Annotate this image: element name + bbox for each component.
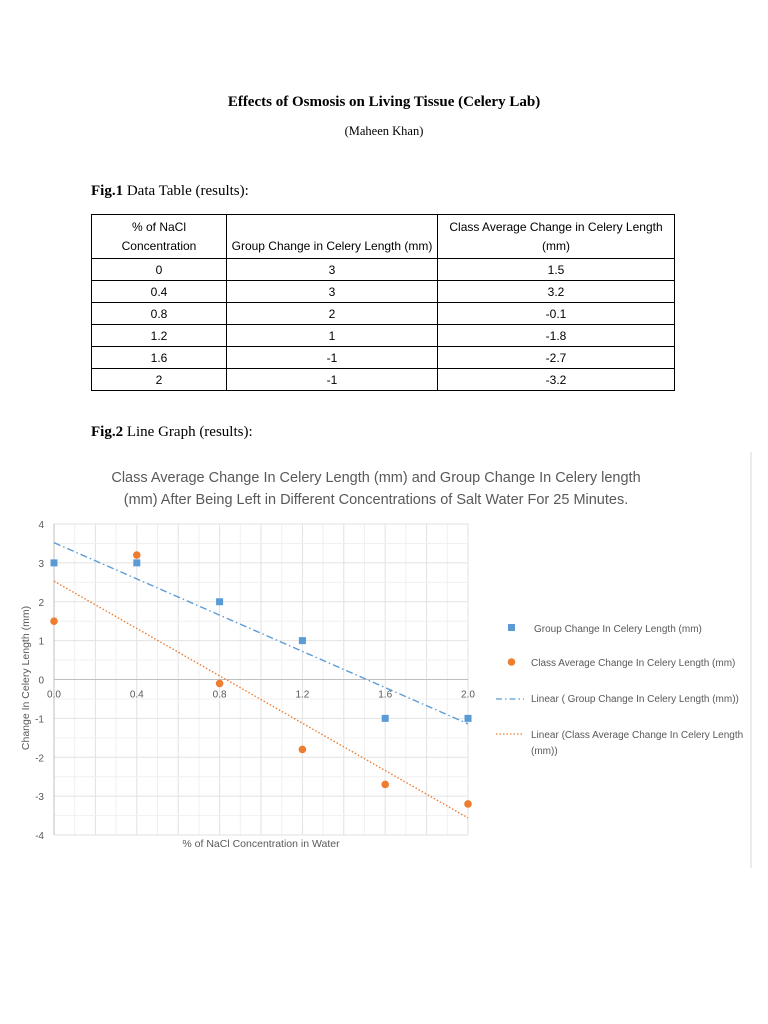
legend-marker-group: [508, 624, 515, 631]
x-axis-label: % of NaCl Concentration in Water: [182, 838, 340, 850]
table-header: % of NaCl Concentration: [92, 215, 227, 259]
data-point-class: [133, 551, 141, 559]
line-graph: [0, 452, 768, 872]
data-point-group: [216, 598, 223, 605]
data-point-class: [381, 781, 389, 789]
table-cell: 0.8: [92, 303, 227, 325]
document-title: Effects of Osmosis on Living Tissue (Celery Lab): [227, 94, 541, 110]
chart-ticks: [35, 520, 475, 842]
legend-marker-class: [508, 658, 516, 666]
fig2-label: Fig.2: [91, 424, 124, 440]
y-tick-label: 1: [38, 636, 44, 648]
data-point-group: [51, 559, 58, 566]
table-cell: -1: [227, 369, 438, 391]
y-tick-label: -4: [35, 831, 44, 842]
table-cell: -3.2: [438, 369, 675, 391]
y-tick-label: 4: [38, 520, 44, 531]
fig1-caption-text: Data Table (results):: [123, 183, 249, 199]
data-point-class: [299, 746, 307, 754]
y-tick-label: -1: [35, 714, 44, 726]
table-cell: 1: [227, 325, 438, 347]
data-point-class: [50, 617, 58, 625]
table-cell: 2: [92, 369, 227, 391]
data-point-group: [465, 715, 472, 722]
legend-label-class-trend-2: (mm)): [531, 746, 558, 757]
table-row: [92, 303, 675, 325]
table-cell: 1.5: [438, 259, 675, 281]
table-cell: 1.6: [92, 347, 227, 369]
table-header-row: [92, 215, 675, 259]
x-tick-label: 0.4: [129, 689, 144, 701]
table-row: [92, 259, 675, 281]
x-tick-label: 0.8: [212, 689, 227, 701]
y-tick-label: 3: [38, 558, 44, 570]
legend-label-group-trend: Linear ( Group Change In Celery Length (mm)): [531, 694, 739, 705]
y-tick-label: -2: [35, 753, 44, 765]
x-tick-label: 2.0: [461, 689, 475, 701]
table-cell: 1.2: [92, 325, 227, 347]
chart-title-line-1: Class Average Change In Celery Length (mm) and Group Change In Celery length: [111, 470, 641, 486]
legend-label-group: Group Change In Celery Length (mm): [534, 624, 702, 635]
legend-label-class-trend-1: Linear (Class Average Change In Celery Length: [531, 730, 744, 741]
table-cell: 2: [227, 303, 438, 325]
data-point-class: [464, 800, 472, 808]
y-tick-label: 2: [38, 597, 44, 609]
data-point-group: [133, 559, 140, 566]
chart-grid: [54, 524, 468, 835]
x-tick-label: 1.6: [378, 689, 393, 701]
document-author: (Maheen Khan): [344, 124, 424, 138]
data-point-group: [299, 637, 306, 644]
y-tick-label: 0: [38, 675, 44, 687]
x-tick-label: 0.0: [47, 689, 61, 701]
x-tick-label: 1.2: [295, 689, 310, 701]
data-point-class: [216, 680, 224, 688]
table-cell: 3: [227, 259, 438, 281]
table-cell: 3: [227, 281, 438, 303]
fig1-caption: [91, 183, 249, 200]
table-cell: 3.2: [438, 281, 675, 303]
table-row: [92, 281, 675, 303]
table-row: [92, 325, 675, 347]
table-cell: 0: [92, 259, 227, 281]
table-cell: -1.8: [438, 325, 675, 347]
fig2-caption: [91, 424, 253, 441]
legend-label-class: Class Average Change In Celery Length (mm): [531, 658, 736, 669]
y-axis-label: Change In Celery Length (mm): [20, 605, 32, 751]
table-cell: -2.7: [438, 347, 675, 369]
table-row: [92, 347, 675, 369]
table-cell: -0.1: [438, 303, 675, 325]
table-header: Group Change in Celery Length (mm): [227, 215, 438, 259]
fig2-caption-text: Line Graph (results):: [123, 424, 253, 440]
data-point-group: [382, 715, 389, 722]
table-header: Class Average Change in Celery Length (mm): [438, 215, 675, 259]
data-table: [91, 214, 675, 391]
table-row: [92, 369, 675, 391]
table-cell: 0.4: [92, 281, 227, 303]
table-cell: -1: [227, 347, 438, 369]
y-tick-label: -3: [35, 792, 44, 804]
chart-legend: [496, 624, 743, 757]
chart-container: [0, 452, 768, 872]
fig1-label: Fig.1: [91, 183, 124, 199]
chart-title-line-2: (mm) After Being Left in Different Concentrations of Salt Water For 25 Minutes.: [123, 492, 629, 508]
